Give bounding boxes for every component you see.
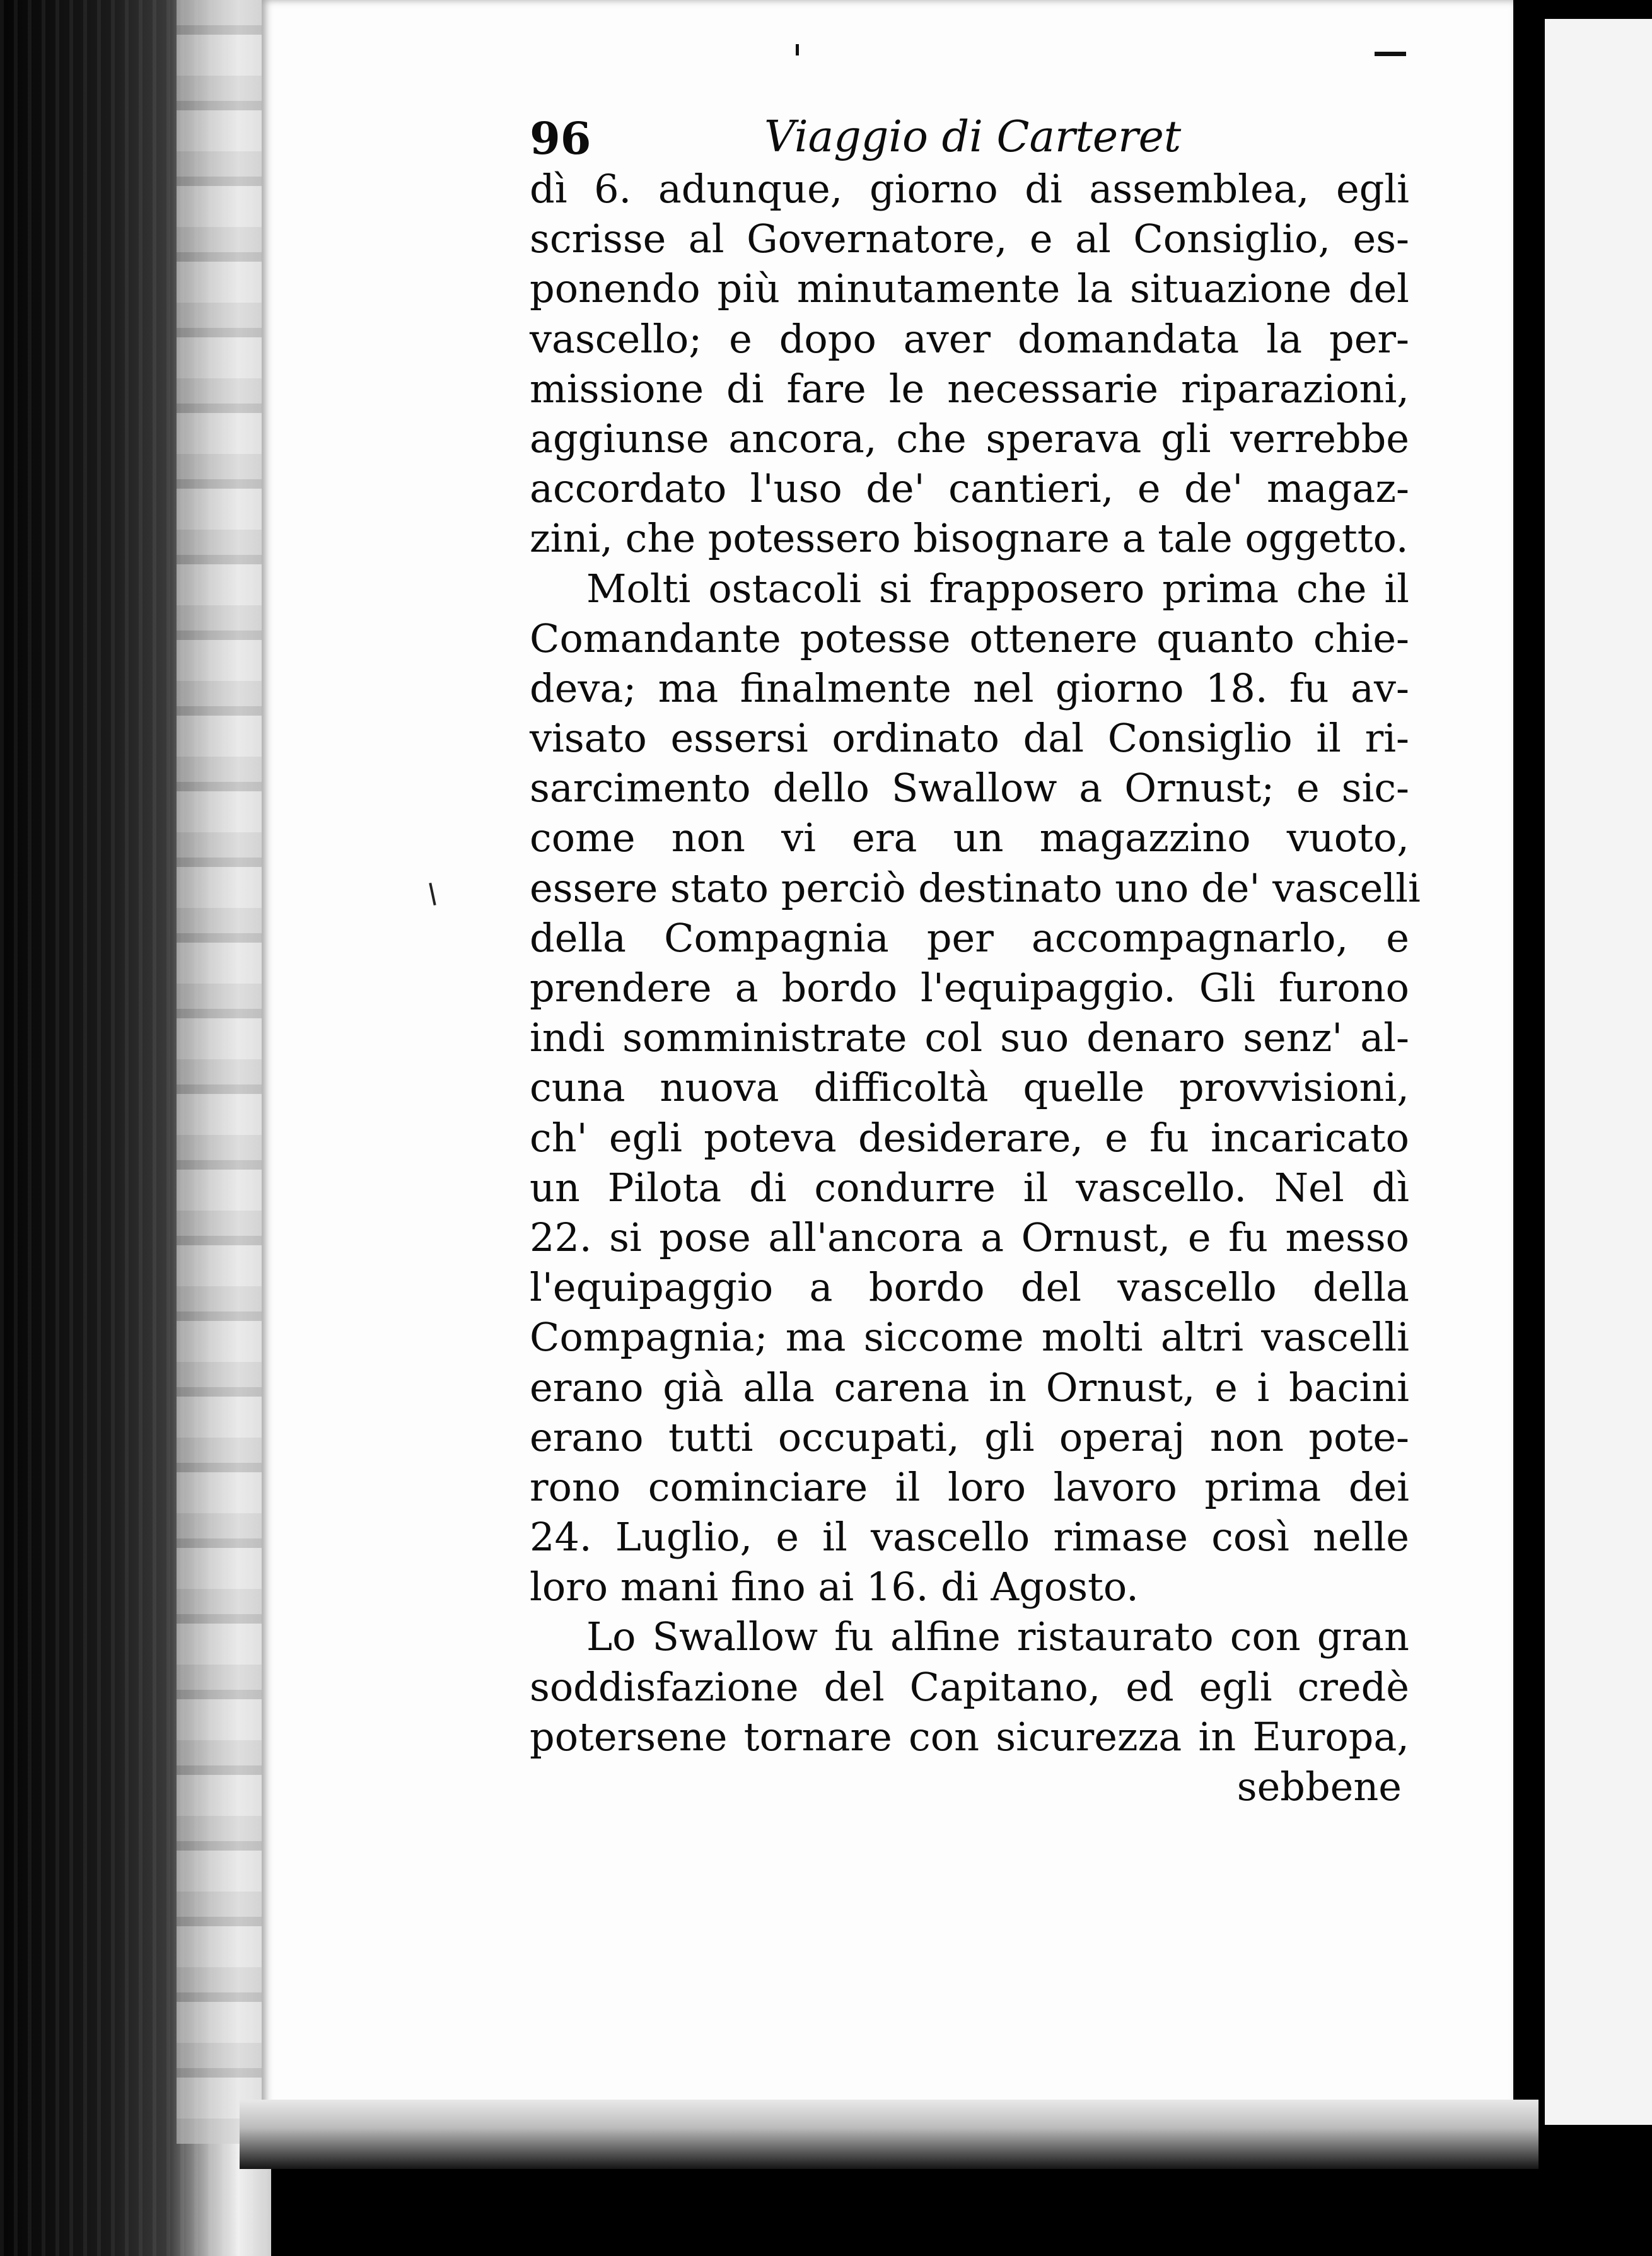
text-line: prendere a bordo l'equipaggio. Gli furono [530,965,1409,1011]
text-line: sarcimento dello Swallow a Ornust; e sic- [530,765,1409,811]
text-line: indi somministrate col suo denaro senz' al- [530,1015,1409,1061]
text-line: loro mani fino ai 16. di Agosto. [530,1564,1139,1610]
text-line: Compagnia; ma siccome molti altri vascelli [530,1314,1409,1361]
text-line: erano già alla carena in Ornust, e i bacini [530,1364,1409,1410]
text-line: scrisse al Governatore, e al Consiglio, es- [530,216,1409,262]
text-line: della Compagnia per accompagnarlo, e [530,914,1409,961]
text-line: 22. si pose all'ancora a Ornust, e fu messo [530,1214,1409,1260]
text-line: come non vi era un magazzino vuoto, [530,815,1409,861]
ink-mark [796,44,799,55]
text-line: aggiunse ancora, che sperava gli verrebbe [530,415,1409,462]
page-stack-texture [177,0,271,2144]
running-head [530,101,1409,164]
page-number: 96 [530,112,591,165]
text-block [530,101,1421,1811]
paragraph-first-line: Lo Swallow fu alfine ristaurato con gran [586,1614,1409,1660]
text-line: ch' egli poteva desiderare, e fu incaricato [530,1114,1409,1161]
text-line: accordato l'uso de' cantieri, e de' magaz- [530,465,1409,512]
text-line: essere stato perciò destinato uno de' vascelli [530,864,1421,911]
text-line: 24. Luglio, e il vascello rimase così nelle [530,1514,1409,1561]
text-line: erano tutti occupati, gli operaj non pote- [530,1414,1409,1460]
running-title: Viaggio di Carteret [764,112,1182,162]
ink-mark [1375,52,1406,56]
text-line: zini, che potessero bisognare a tale oggetto. [530,515,1409,562]
text-line: un Pilota di condurre il vascello. Nel dì [530,1164,1409,1211]
facing-page-edge-right [1545,19,1652,2125]
text-line: deva; ma finalmente nel giorno 18. fu av- [530,665,1409,711]
text-line: potersene tornare con sicurezza in Europa, [530,1713,1409,1760]
text-line: ponendo più minutamente la situazione del [530,265,1409,312]
text-line: Comandante potesse ottenere quanto chie- [530,615,1409,661]
text-line: vascello; e dopo aver domandata la per- [530,315,1409,362]
text-line: soddisfazione del Capitano, ed egli credè [530,1663,1409,1710]
text-line: cuna nuova difficoltà quelle provvisioni, [530,1064,1409,1111]
text-line: missione di fare le necessarie riparazioni, [530,365,1409,412]
text-line: visato essersi ordinato dal Consiglio il ri- [530,715,1409,762]
catchword: sebbene [1236,1764,1402,1810]
text-line: dì 6. adunque, giorno di assemblea, egli [530,166,1409,212]
paragraph-first-line: Molti ostacoli si frapposero prima che il [586,565,1409,612]
page-bottom-edge [240,2100,1539,2169]
text-line: rono cominciare il loro lavoro prima dei [530,1463,1409,1510]
text-line: l'equipaggio a bordo del vascello della [530,1264,1409,1311]
